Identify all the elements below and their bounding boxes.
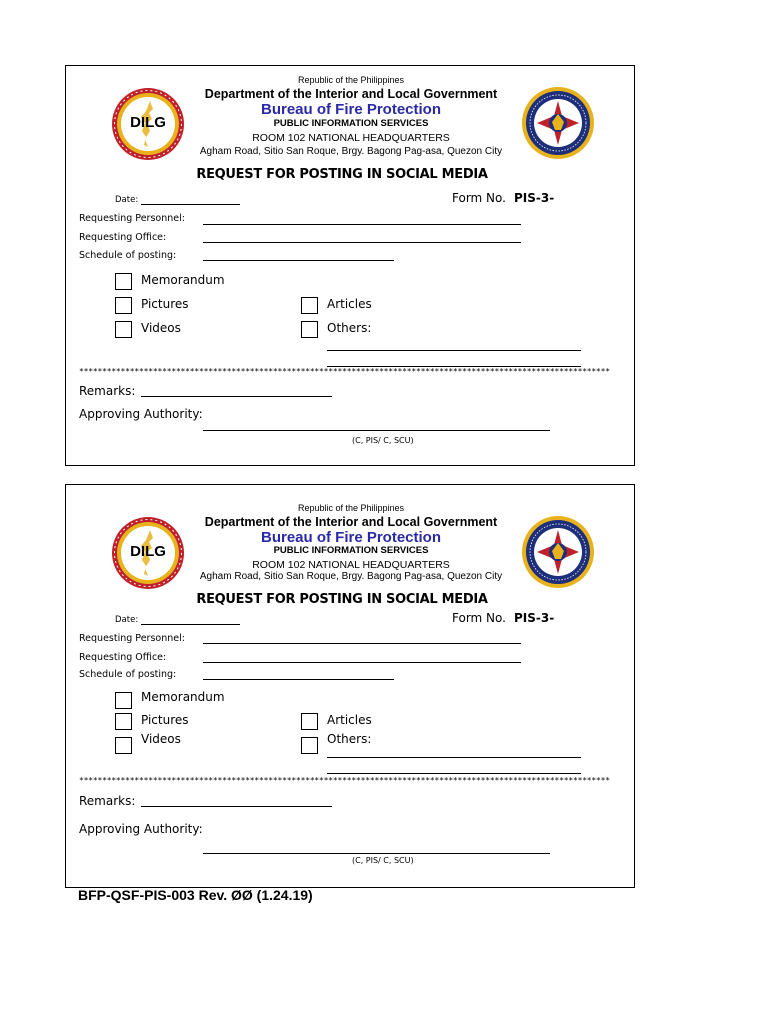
remarks-label: Remarks: bbox=[79, 794, 136, 808]
room-text: ROOM 102 NATIONAL HEADQUARTERS bbox=[252, 132, 450, 144]
requesting-office-field[interactable] bbox=[203, 242, 521, 243]
others-field-line-1[interactable] bbox=[327, 757, 581, 758]
form-title: REQUEST FOR POSTING IN SOCIAL MEDIA bbox=[196, 592, 488, 607]
articles-label: Articles bbox=[327, 713, 372, 727]
office-name: PUBLIC INFORMATION SERVICES bbox=[273, 545, 429, 556]
date-label: Date: bbox=[115, 195, 139, 205]
department-name: Department of the Interior and Local Government bbox=[204, 87, 498, 101]
requesting-office-label: Requesting Office: bbox=[79, 232, 167, 243]
requesting-personnel-field[interactable] bbox=[203, 643, 521, 644]
videos-label: Videos bbox=[141, 321, 181, 335]
videos-checkbox[interactable] bbox=[115, 737, 132, 754]
approving-signature-line[interactable] bbox=[203, 853, 550, 854]
memorandum-label: Memorandum bbox=[141, 690, 225, 704]
articles-label: Articles bbox=[327, 297, 372, 311]
room-text: ROOM 102 NATIONAL HEADQUARTERS bbox=[252, 559, 450, 571]
videos-checkbox[interactable] bbox=[115, 321, 132, 338]
memorandum-checkbox[interactable] bbox=[115, 692, 132, 709]
requesting-personnel-label: Requesting Personnel: bbox=[79, 213, 185, 224]
form-no-label: Form No. bbox=[452, 191, 506, 205]
separator-line: ******************************************************************************************************************* bbox=[79, 776, 610, 785]
others-label: Others: bbox=[327, 732, 372, 746]
form-no-value: PIS-3- bbox=[514, 191, 555, 205]
pictures-checkbox[interactable] bbox=[115, 713, 132, 730]
schedule-field[interactable] bbox=[203, 679, 394, 680]
videos-label: Videos bbox=[141, 732, 181, 746]
memorandum-checkbox[interactable] bbox=[115, 273, 132, 290]
dilg-logo-text: DILG bbox=[130, 114, 166, 131]
requesting-personnel-field[interactable] bbox=[203, 224, 521, 225]
date-label: Date: bbox=[115, 615, 139, 625]
signatory-text: (C, PIS/ C, SCU) bbox=[352, 436, 414, 445]
articles-checkbox[interactable] bbox=[301, 297, 318, 314]
others-checkbox[interactable] bbox=[301, 737, 318, 754]
requesting-office-field[interactable] bbox=[203, 662, 521, 663]
others-field-line-2[interactable] bbox=[327, 773, 581, 774]
approving-authority-label: Approving Authority: bbox=[79, 407, 203, 421]
form-no-value: PIS-3- bbox=[514, 611, 555, 625]
schedule-field[interactable] bbox=[203, 260, 394, 261]
request-form-bottom bbox=[65, 484, 635, 888]
approving-authority-label: Approving Authority: bbox=[79, 822, 203, 836]
requesting-personnel-label: Requesting Personnel: bbox=[79, 633, 185, 644]
republic-text: Republic of the Philippines bbox=[297, 75, 405, 85]
remarks-field[interactable] bbox=[141, 396, 332, 397]
date-field[interactable] bbox=[141, 204, 240, 205]
signatory-text: (C, PIS/ C, SCU) bbox=[352, 856, 414, 865]
remarks-field[interactable] bbox=[141, 806, 332, 807]
bureau-name: Bureau of Fire Protection bbox=[260, 529, 442, 546]
form-code-footer: BFP-QSF-PIS-003 Rev. ØØ (1.24.19) bbox=[78, 887, 313, 903]
office-name: PUBLIC INFORMATION SERVICES bbox=[273, 118, 429, 129]
schedule-label: Schedule of posting: bbox=[79, 250, 177, 261]
department-name: Department of the Interior and Local Government bbox=[204, 515, 498, 529]
memorandum-label: Memorandum bbox=[141, 273, 225, 287]
pictures-checkbox[interactable] bbox=[115, 297, 132, 314]
address-text: Agham Road, Sitio San Roque, Brgy. Bagong Pag-asa, Quezon City bbox=[199, 146, 503, 157]
separator-line: ******************************************************************************************************************* bbox=[79, 367, 610, 376]
republic-text: Republic of the Philippines bbox=[297, 503, 405, 513]
others-label: Others: bbox=[327, 321, 372, 335]
form-no-label: Form No. bbox=[452, 611, 506, 625]
dilg-logo-text: DILG bbox=[130, 543, 166, 560]
others-field-line-1[interactable] bbox=[327, 350, 581, 351]
schedule-label: Schedule of posting: bbox=[79, 669, 177, 680]
date-field[interactable] bbox=[141, 624, 240, 625]
approving-signature-line[interactable] bbox=[203, 430, 550, 431]
pictures-label: Pictures bbox=[141, 713, 189, 727]
requesting-office-label: Requesting Office: bbox=[79, 652, 167, 663]
pictures-label: Pictures bbox=[141, 297, 189, 311]
articles-checkbox[interactable] bbox=[301, 713, 318, 730]
address-text: Agham Road, Sitio San Roque, Brgy. Bagong Pag-asa, Quezon City bbox=[199, 571, 503, 582]
others-checkbox[interactable] bbox=[301, 321, 318, 338]
remarks-label: Remarks: bbox=[79, 384, 136, 398]
request-form-top bbox=[65, 65, 635, 466]
form-title: REQUEST FOR POSTING IN SOCIAL MEDIA bbox=[196, 167, 488, 182]
bureau-name: Bureau of Fire Protection bbox=[260, 101, 442, 118]
